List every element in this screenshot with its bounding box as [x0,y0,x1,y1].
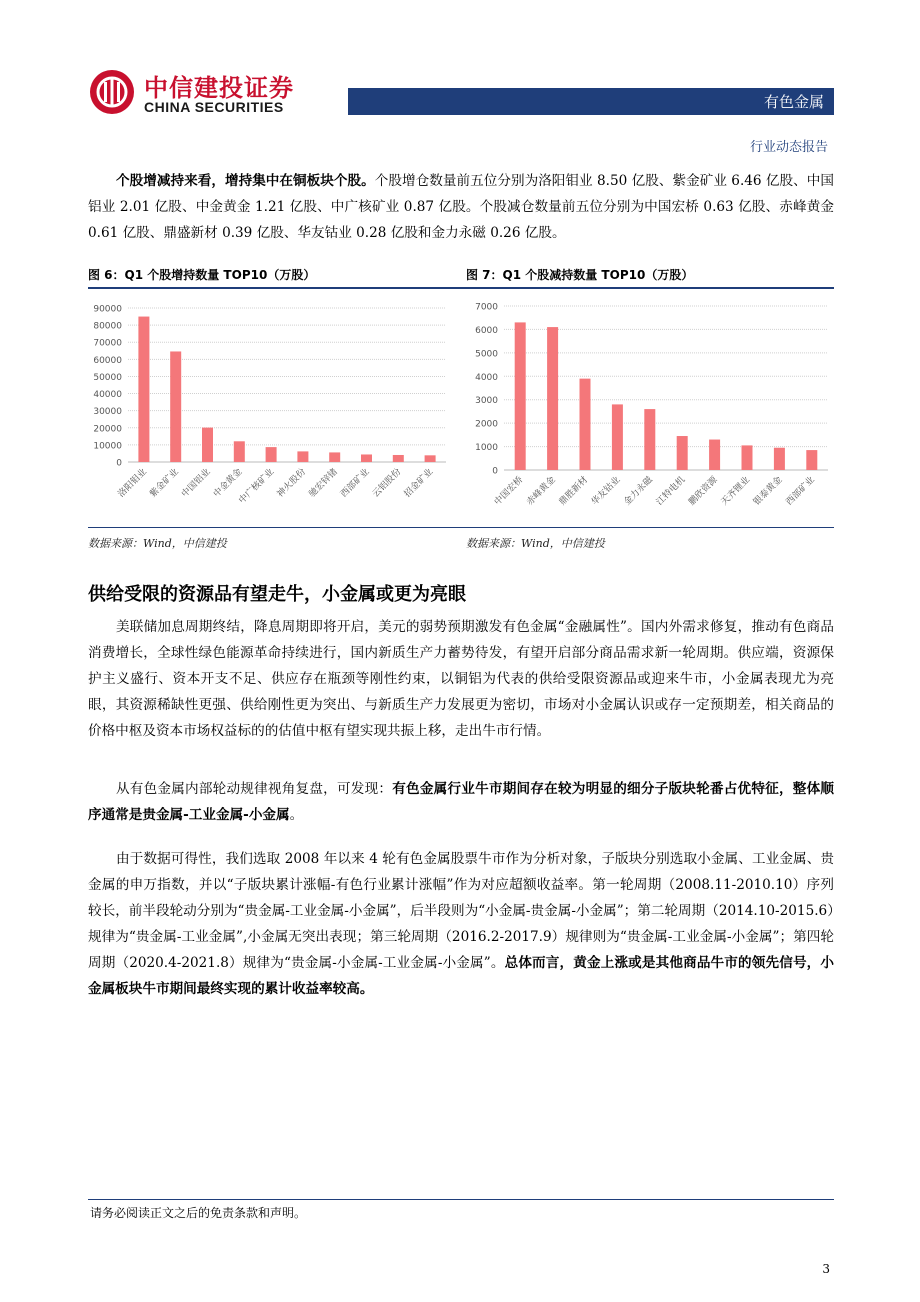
disclaimer-note: 请务必阅读正文之后的免责条款和声明。 [90,1206,307,1220]
bar-9 [393,455,404,462]
paragraph-rotation-bold: 有色金属行业牛市期间存在较为明显的细分子版块轮番占优特征，整体顺序通常是贵金属-工业金属-小金属 [88,781,835,823]
y-tick-label: 2000 [475,419,498,430]
y-tick-label: 10000 [93,441,122,452]
bar-2 [547,327,558,470]
x-tick-label: 华友钴业 [589,475,623,508]
x-tick-label: 中国铝业 [180,467,213,500]
y-tick-label: 30000 [93,407,122,418]
sector-banner [348,88,834,115]
bar-8 [742,445,753,470]
y-tick-label: 5000 [475,349,498,360]
report-type: 行业动态报告 [749,140,828,155]
logo-mark [90,70,134,114]
bar-3 [580,379,591,470]
y-tick-label: 60000 [93,355,122,366]
figure-6-source: 数据来源：Wind，中信建投 [88,537,227,550]
x-tick-label: 西部矿业 [784,475,817,508]
y-tick-label: 90000 [93,304,122,315]
page-number: 3 [822,1262,830,1276]
x-tick-label: 招金矿业 [402,467,436,500]
x-tick-label: 中国宏桥 [492,475,526,508]
y-tick-label: 40000 [93,390,122,401]
figure-7-source: 数据来源：Wind，中信建投 [466,537,605,550]
x-tick-label: 神火股份 [275,467,309,500]
y-tick-label: 0 [116,458,122,469]
figure-6-title: 图 6：Q1 个股增持数量 TOP10（万股） [88,268,316,282]
paragraph-holdings-body: 个股增仓数量前五位分别为洛阳钼业 8.50 亿股、紫金矿业 6.46 亿股、中国铝业 2.01 亿股、中金黄金 1.21 亿股、中广核矿业 0.87 亿股。个股减仓数量前五位分别为中国宏桥 0.63 亿股、赤峰黄金 0.61 亿股、鼎盛新材 0.39 亿股、华友钴业 0.28 亿股和金力永磁 0.26 亿股。 [88,173,834,241]
bar-5 [644,409,655,470]
paragraph-cycles [88,846,834,1002]
y-tick-label: 50000 [93,372,122,383]
y-tick-label: 1000 [475,443,498,454]
bar-10 [806,450,817,470]
y-tick-label: 7000 [475,302,498,313]
bar-4 [612,404,623,470]
x-tick-label: 鹏欣资源 [687,475,720,508]
x-tick-label: 紫金矿业 [148,467,181,500]
bar-2 [170,351,181,462]
bar-1 [515,322,526,470]
bar-7 [709,440,720,470]
paragraph-cycles-conclusion: 总体而言，黄金上涨或是其他商品牛市的领先信号，小金属板块牛市期间最终实现的累计收益率较高。 [88,955,835,997]
bar-5 [266,447,277,462]
sector-label: 有色金属 [763,93,824,111]
paragraph-rotation [88,776,834,828]
bar-6 [677,436,688,470]
y-tick-label: 6000 [475,325,498,336]
x-tick-label: 鼎胜新材 [557,475,591,508]
figure-bottom-rule [88,527,834,528]
bar-10 [425,455,436,462]
x-tick-label: 中金黄金 [211,467,245,500]
x-tick-label: 西部矿业 [339,467,372,500]
bar-3 [202,428,213,462]
x-tick-label: 驰宏锌锗 [307,467,340,500]
y-tick-label: 80000 [93,321,122,332]
x-tick-label: 金力永磁 [622,475,655,508]
bar-9 [774,448,785,470]
figure-7-title: 图 7：Q1 个股减持数量 TOP10（万股） [466,268,694,282]
bar-4 [234,441,245,462]
footer-rule [88,1199,834,1200]
chart-increase-top10 [88,291,454,523]
logo-text-en: CHINA SECURITIES [144,99,284,115]
section-heading: 供给受限的资源品有望走牛，小金属或更为亮眼 [88,584,466,605]
bar-7 [329,452,340,462]
bar-6 [297,451,308,462]
y-tick-label: 20000 [93,424,122,435]
paragraph-rotation-tail: 。 [289,807,304,823]
y-tick-label: 70000 [93,338,122,349]
y-tick-label: 0 [492,466,498,477]
paragraph-cycles-body: 由于数据可得性，我们选取 2008 年以来 4 轮有色金属股票牛市作为分析对象，子版块分别选取小金属、工业金属、贵金属的申万指数，并以“子版块累计涨幅-有色行业累计涨幅”作为对应超额收益率。第一轮周期（2008.11-2010.10）序列较长，前半段轮动分别为“贵金属-工业金属-小金属”，后半段则为“小金属-贵金属-小金属”；第二轮周期（2014.10-2015.6）规律为“贵金属-工业金属”,小金属无突出表现；第三轮周期（2016.2-2017.9）规律则为“贵金属-工业金属-小金属”；第四轮周期（2020.4-2021.8）规律为“贵金属-小金属-工业金属-小金属”。 [88,851,834,971]
bar-8 [361,454,372,462]
x-tick-label: 云铝股份 [370,467,404,500]
logo-text-cn: 中信建投证券 [144,74,294,102]
figure-top-rule [88,287,834,289]
paragraph-holdings-lead: 个股增减持来看，增持集中在铜板块个股。 [116,173,375,189]
bar-1 [138,317,149,462]
x-tick-label: 中广核矿业 [237,467,277,506]
x-tick-label: 银泰黄金 [751,475,785,508]
chart-decrease-top10 [466,291,834,523]
y-tick-label: 3000 [475,396,498,407]
paragraph-rotation-lead: 从有色金属内部轮动规律视角复盘，可发现： [116,781,393,797]
logo-icon [90,70,134,114]
x-tick-label: 天齐锂业 [719,475,753,508]
x-tick-label: 江特电机 [654,475,688,508]
paragraph-outlook: 美联储加息周期终结，降息周期即将开启，美元的弱势预期激发有色金属“金融属性”。国内外需求修复，推动有色商品消费增长，全球性绿色能源革命持续进行，国内新质生产力蓄势待发，有望开启部分商品需求新一轮周期。供应端，资源保护主义盛行、资本开支不足、供应存在瓶颈等刚性约束，以铜铝为代表的供给受限资源品或迎来牛市，小金属表现尤为亮眼，其资源稀缺性更强、供给刚性更为突出、与新质生产力发展更为密切，市场对小金属认识或存一定预期差，相关商品的价格中枢及资本市场权益标的的估值中枢有望实现共振上移，走出牛市行情。 [88,619,834,739]
x-tick-label: 赤峰黄金 [525,475,558,508]
paragraph-holdings [88,168,834,246]
x-tick-label: 洛阳钼业 [116,467,150,500]
y-tick-label: 4000 [475,372,498,383]
